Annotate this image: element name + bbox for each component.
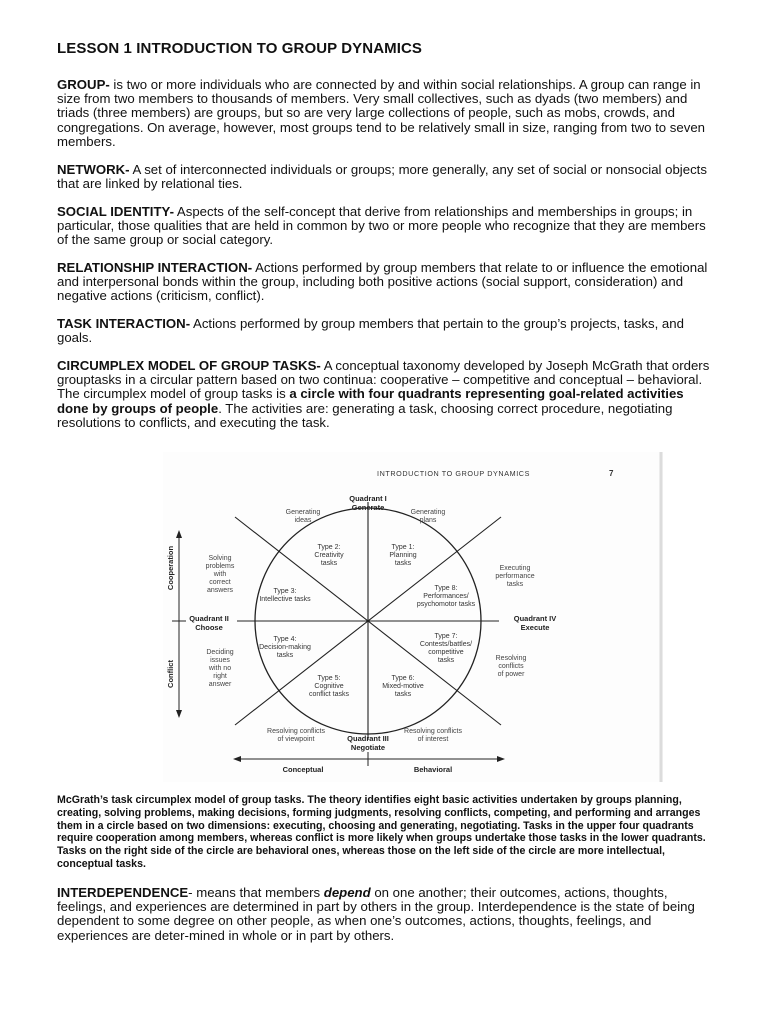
- text-interdependence-1: - means that members: [188, 885, 324, 900]
- type-6-label: Type 6: Mixed-motive tasks: [382, 675, 424, 698]
- axis-conflict-label: Conflict: [166, 660, 175, 688]
- axis-behavioral-label: Behavioral: [413, 765, 453, 774]
- type-3-label: Type 3: Intellective tasks: [259, 588, 311, 603]
- figure-page-number: 7: [609, 469, 614, 478]
- arrow-right-icon: [497, 756, 505, 762]
- text-network: A set of interconnected individuals or groups; more generally, any set of social or nonsocial objects that are linked by relational ties.: [57, 162, 707, 192]
- definition-circumplex: [57, 359, 717, 430]
- term-social-identity: SOCIAL IDENTITY-: [57, 204, 174, 219]
- term-task-interaction: TASK INTERACTION-: [57, 316, 191, 331]
- arrow-down-icon: [176, 710, 182, 718]
- figure-header: INTRODUCTION TO GROUP DYNAMICS: [377, 469, 530, 478]
- definition-relationship-interaction: [57, 261, 717, 304]
- type-5-label: Type 5: Cognitive conflict tasks: [308, 675, 350, 698]
- text-circumplex-2: . The activities are: generating a task, choosing correct procedure, negotiating resolutions to conflicts, and executing the task.: [57, 400, 673, 430]
- term-interdependence: INTERDEPENDENCE: [57, 885, 189, 900]
- type-7-label: Type 7: Contests/battles/ competitive tasks: [419, 633, 473, 664]
- quadrant-1-title: Quadrant I: [349, 494, 387, 503]
- text-social-identity: Aspects of the self-concept that derive from relationships and memberships in groups; in particular, those qualities that are held in common by two or more people who recognize that they are members of the same group or social category.: [57, 204, 706, 248]
- definition-group: [57, 78, 717, 149]
- term-relationship-interaction: RELATIONSHIP INTERACTION-: [57, 260, 253, 275]
- text-interdependence-2: on one another; their outcomes, actions, thoughts, feelings, and experiences are determined in part by others in the group. Interdependence is the state of being dependent to some degree on other people, as when one’s outcomes, actions, thoughts, feelings, and experiences are deter-mined in whole or in part by others.: [57, 885, 695, 943]
- text-task-interaction: Actions performed by group members that pertain to the group’s projects, tasks, and goals.: [57, 316, 684, 346]
- circumplex-diagram: [163, 452, 663, 782]
- outer-executing: Executing performance tasks: [495, 565, 535, 588]
- definition-social-identity: [57, 205, 717, 248]
- figure-caption: McGrath’s task circumplex model of group tasks. The theory identifies eight basic activities undertaken by groups planning, creating, solving problems, making decisions, forming judgments, resolving conflicts, competing, and performing and arranges them in a circle based on two dimensions: executing, choosing and generating, negotiating. Tasks in the upper four quadrants require cooperation among members, whereas conflict is more likely when groups undertake those tasks in the lower quadrants. Tasks on the right side of the circle are behavioral ones, whereas those on the left side of the circle are more intellectual, conceptual tasks.: [57, 794, 706, 870]
- type-1-label: Type 1: Planning tasks: [389, 544, 417, 567]
- term-group: GROUP-: [57, 77, 110, 92]
- axis-cooperation-label: Cooperation: [166, 545, 175, 591]
- outer-generating-ideas: Generating ideas: [285, 509, 321, 524]
- type-8-label: Type 8: Performances/ psychomotor tasks: [416, 585, 476, 608]
- outer-generating-plans: Generating plans: [410, 509, 446, 524]
- definition-task-interaction: [57, 317, 717, 345]
- text-relationship-interaction: Actions performed by group members that relate to or influence the emotional and interpersonal bonds within the group, including both positive actions (social support, consideration) and negative actions (criticism, conflict).: [57, 260, 708, 304]
- definition-interdependence: [57, 886, 717, 943]
- outer-resolving-viewpoint: Resolving conflicts of viewpoint: [267, 728, 325, 743]
- quadrant-1-name: Generate: [351, 503, 385, 512]
- quadrant-2-title: Quadrant II: [189, 614, 229, 623]
- arrow-up-icon: [176, 530, 182, 538]
- type-4-label: Type 4: Decision-making tasks: [259, 636, 311, 659]
- quadrant-3-name: Negotiate: [350, 743, 386, 752]
- outer-resolving-power: Resolving conflicts of power: [495, 655, 527, 678]
- quadrant-3-title: Quadrant III: [347, 734, 389, 743]
- outer-deciding: Deciding issues with no right answer: [206, 649, 234, 688]
- lesson-title: LESSON 1 INTRODUCTION TO GROUP DYNAMICS: [57, 40, 423, 57]
- text-circumplex-bold: a circle with four quadrants representing goal-related activities done by groups of people: [57, 386, 684, 416]
- outer-resolving-interest: Resolving conflicts of interest: [404, 728, 462, 743]
- outer-solving-problems: Solving problems with correct answers: [205, 555, 235, 594]
- definition-network: [57, 163, 717, 191]
- axis-conceptual-label: Conceptual: [282, 765, 324, 774]
- term-circumplex: CIRCUMPLEX MODEL OF GROUP TASKS-: [57, 358, 321, 373]
- quadrant-2-name: Choose: [195, 623, 223, 632]
- term-network: NETWORK-: [57, 162, 130, 177]
- text-circumplex-1: A conceptual taxonomy developed by Joseph McGrath that orders grouptasks in a circular pattern based on two continua: cooperative – competitive and conceptual – behavioral. The circumplex model of group tasks is: [57, 358, 710, 402]
- circumplex-figure: [163, 452, 663, 782]
- arrow-left-icon: [233, 756, 241, 762]
- type-2-label: Type 2: Creativity tasks: [314, 544, 344, 567]
- quadrant-labels: [189, 494, 556, 752]
- text-interdependence-emph: depend: [323, 885, 371, 900]
- text-group: is two or more individuals who are connected by and within social relationships. A group can range in size from two members to thousands of members. Very small collectives, such as dyads (two members) and triads (three members) are groups, but so are very large collections of people, such as mobs, crowds, and congregations. On average, however, most groups tend to be relatively small in size, ranging from two to seven members.: [57, 77, 705, 149]
- quadrant-4-name: Execute: [520, 623, 550, 632]
- quadrant-4-title: Quadrant IV: [513, 614, 557, 623]
